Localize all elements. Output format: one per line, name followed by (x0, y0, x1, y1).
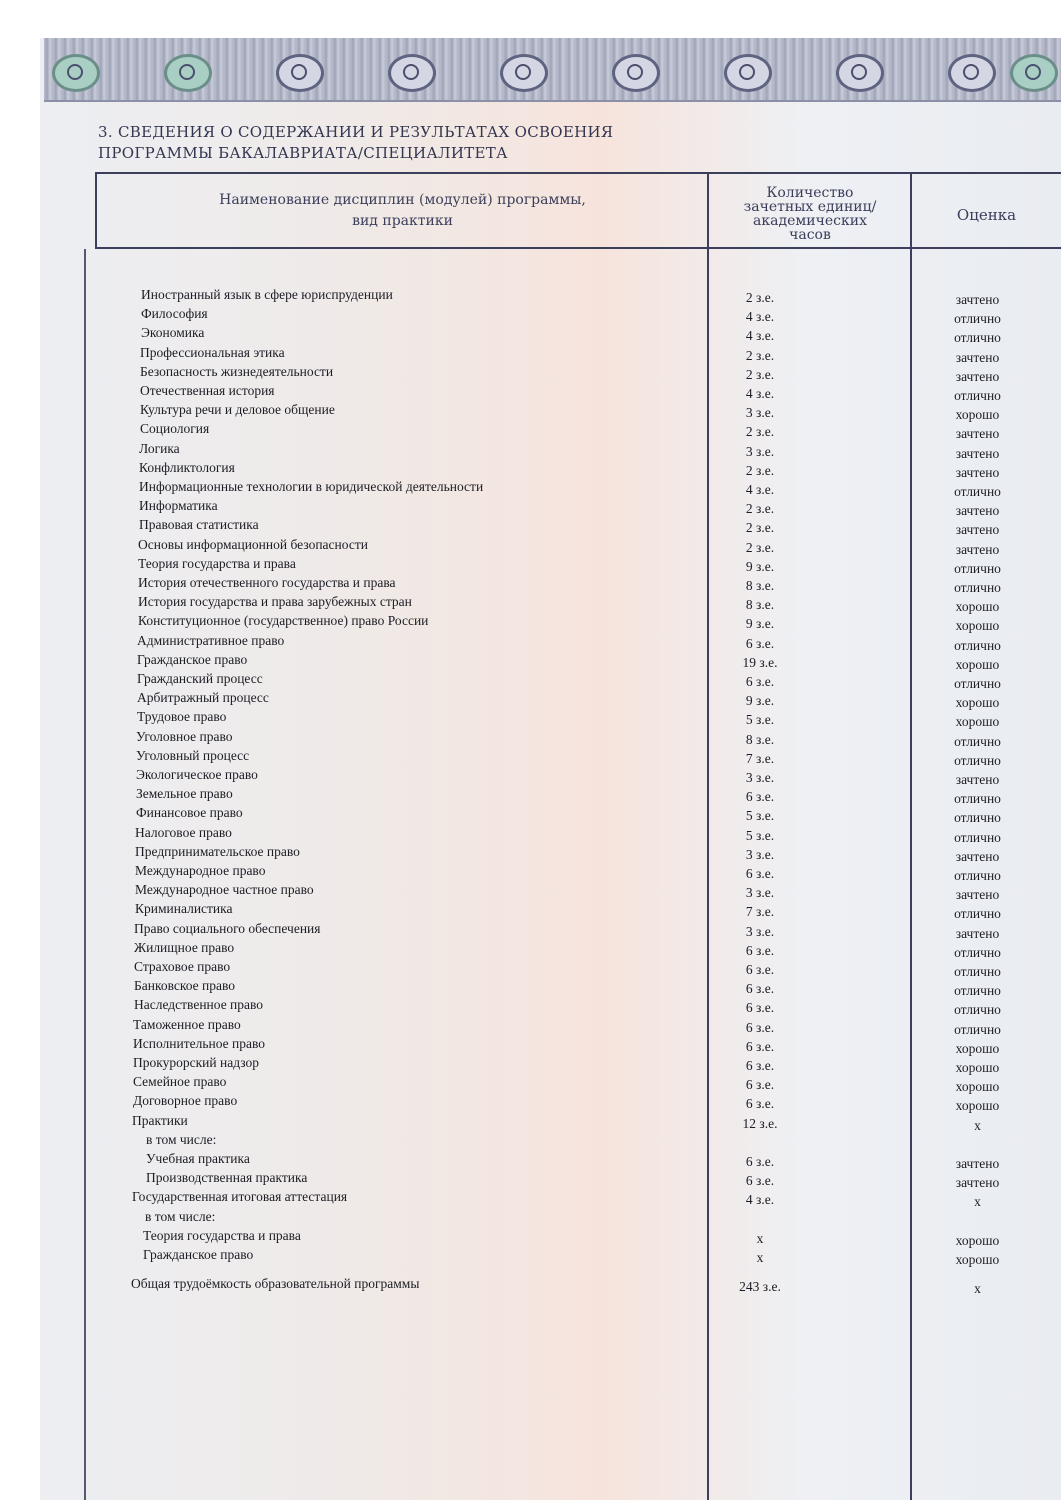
row-grade: отлично (954, 330, 1001, 346)
row-grade: отлично (954, 810, 1001, 826)
row-credits: 3 з.е. (745, 923, 775, 939)
row-grade: отлично (954, 752, 1001, 768)
row-discipline-name: Общая трудоёмкость образовательной программы (131, 1276, 420, 1292)
row-grade: хорошо (955, 1060, 1000, 1075)
row-grade: зачтено (955, 772, 1000, 787)
row-discipline-name: Теория государства и права (143, 1227, 301, 1243)
row-discipline-name: Земельное право (136, 786, 233, 802)
row-grade: хорошо (955, 1098, 1000, 1114)
row-credits: х (756, 1250, 764, 1265)
row-grade: зачтено (955, 522, 1000, 538)
header-credits-line4: часов (789, 227, 831, 243)
row-grade: зачтено (955, 445, 1000, 461)
row-grade: зачтено (955, 887, 1000, 903)
row-grade: хорошо (955, 1079, 1000, 1095)
header-grade: Оценка (956, 206, 1017, 224)
row-grade: зачтено (955, 368, 1000, 384)
row-credits: 3 з.е. (745, 846, 775, 862)
row-grade: отлично (954, 311, 1001, 327)
row-credits: 6 з.е. (745, 635, 775, 651)
row-grade: зачтено (955, 426, 1000, 442)
rosette-ornament-icon (612, 54, 660, 92)
row-credits: 8 з.е. (745, 578, 775, 593)
row-discipline-name: Арбитражный процесс (137, 690, 269, 706)
row-grade: отлично (954, 983, 1001, 999)
row-discipline-name: Международное частное право (135, 882, 314, 898)
row-discipline-name: Основы информационной безопасности (138, 536, 368, 552)
table-left-border-header (95, 172, 97, 249)
row-discipline-name: Отечественная история (140, 383, 275, 398)
column-divider-credits (707, 172, 709, 1500)
row-discipline-name: Международное право (135, 863, 266, 878)
row-discipline-name: Экологическое право (136, 767, 258, 782)
row-discipline-name: Исполнительное право (133, 1035, 266, 1051)
row-discipline-name: Прокурорский надзор (133, 1055, 259, 1070)
row-credits: 4 з.е. (745, 328, 775, 344)
row-grade: хорошо (955, 599, 1000, 615)
row-discipline-name: Производственная практика (146, 1170, 308, 1186)
row-discipline-name: Конституционное (государственное) право России (138, 613, 429, 629)
row-discipline-name: Криминалистика (135, 901, 233, 917)
row-grade: хорошо (955, 618, 1000, 634)
row-credits: 6 з.е. (745, 1000, 775, 1016)
row-credits: 2 з.е. (745, 462, 775, 478)
row-grade: отлично (954, 1021, 1001, 1037)
rosette-ornament-icon (388, 54, 436, 92)
row-grade: отлично (954, 637, 1001, 653)
row-grade: хорошо (955, 656, 1000, 672)
row-grade: отлично (954, 388, 1001, 403)
row-grade: зачтено (955, 292, 1000, 307)
row-discipline-name: Таможенное право (133, 1016, 241, 1032)
row-credits: 2 з.е. (745, 290, 775, 305)
row-discipline-name: Уголовный процесс (136, 747, 250, 763)
row-credits: 6 з.е. (745, 866, 775, 881)
row-discipline-name: Гражданское право (143, 1247, 254, 1262)
section-heading-line1: 3. СВЕДЕНИЯ О СОДЕРЖАНИИ И РЕЗУЛЬТАТАХ ОСВОЕНИЯ (98, 123, 614, 141)
rosette-ornament-icon (836, 54, 884, 92)
row-credits: 9 з.е. (745, 616, 775, 632)
row-discipline-name: Логика (139, 440, 180, 456)
row-discipline-name: Информационные технологии в юридической деятельности (139, 479, 484, 494)
row-discipline-name: Административное право (137, 632, 285, 648)
table-top-border (95, 172, 1061, 174)
row-grade: х (974, 1281, 981, 1297)
row-discipline-name: Банковское право (134, 978, 236, 994)
row-grade: отлично (954, 868, 1001, 883)
row-discipline-name: в том числе: (145, 1208, 216, 1224)
row-credits: 2 з.е. (745, 539, 775, 555)
row-credits: 6 з.е. (745, 789, 775, 805)
row-credits: 6 з.е. (745, 1038, 775, 1054)
table-left-border (84, 249, 86, 1500)
row-discipline-name: Информатика (139, 498, 218, 514)
row-discipline-name: Трудовое право (137, 709, 227, 725)
row-discipline-name: Учебная практика (146, 1151, 250, 1166)
row-grade: зачтено (955, 925, 1000, 941)
row-grade: хорошо (955, 407, 1000, 423)
row-credits: 3 з.е. (745, 885, 775, 901)
row-grade: отлично (954, 733, 1001, 749)
row-credits: 4 з.е. (745, 309, 775, 325)
rosette-ornament-icon (276, 54, 324, 92)
section-heading-line2: ПРОГРАММЫ БАКАЛАВРИАТА/СПЕЦИАЛИТЕТА (98, 144, 508, 162)
row-discipline-name: Теория государства и права (138, 555, 296, 571)
row-grade: отлично (954, 560, 1001, 576)
row-credits: 6 з.е. (745, 962, 775, 977)
row-credits: 6 з.е. (745, 1019, 775, 1035)
row-discipline-name: Предпринимательское право (135, 843, 300, 859)
row-discipline-name: Философия (141, 306, 208, 322)
row-discipline-name: Гражданский процесс (137, 671, 263, 686)
row-discipline-name: Жилищное право (134, 939, 235, 955)
row-grade: зачтено (955, 349, 1000, 365)
row-grade: отлично (954, 580, 1001, 595)
row-grade: хорошо (955, 1232, 1000, 1248)
rosette-ornament-icon (948, 54, 996, 92)
row-discipline-name: Наследственное право (134, 997, 264, 1013)
row-grade: хорошо (955, 1040, 1000, 1056)
row-credits: 7 з.е. (745, 750, 775, 766)
row-credits: 4 з.е. (745, 386, 775, 401)
row-credits: 243 з.е. (739, 1279, 781, 1295)
row-credits: 9 з.е. (745, 558, 775, 574)
row-credits: 2 з.е. (745, 501, 775, 517)
row-credits: 5 з.е. (745, 808, 775, 824)
row-discipline-name: Социология (140, 421, 210, 437)
row-discipline-name: Культура речи и деловое общение (140, 402, 335, 418)
row-discipline-name: Право социального обеспечения (134, 920, 321, 936)
row-grade: хорошо (955, 695, 1000, 711)
row-grade: отлично (954, 676, 1001, 691)
row-discipline-name: Безопасность жизнедеятельности (140, 363, 334, 379)
table-header-border (95, 247, 1061, 249)
row-credits: 8 з.е. (745, 597, 775, 613)
row-credits: 6 з.е. (745, 942, 775, 958)
header-credits-line2: зачетных единиц/ (743, 199, 877, 215)
row-grade: отлично (954, 1002, 1001, 1018)
row-discipline-name: История государства и права зарубежных стран (138, 594, 412, 610)
row-grade: зачтено (955, 464, 1000, 480)
header-credits-line1: Количество (766, 185, 854, 201)
row-credits: 6 з.е. (745, 674, 775, 689)
section-heading (98, 122, 613, 164)
row-credits: 8 з.е. (745, 731, 775, 747)
row-discipline-name: Договорное право (133, 1093, 238, 1109)
header-name-line2: вид практики (352, 213, 453, 229)
row-discipline-name: Практики (132, 1112, 188, 1128)
row-credits: х (756, 1230, 764, 1246)
row-discipline-name: Государственная итоговая аттестация (132, 1189, 348, 1205)
row-discipline-name: Конфликтология (139, 459, 235, 475)
row-grade: х (974, 1194, 981, 1210)
row-credits: 7 з.е. (745, 904, 775, 920)
row-discipline-name: Уголовное право (136, 728, 233, 744)
row-discipline-name: Гражданское право (137, 651, 248, 667)
row-discipline-name: Профессиональная этика (140, 344, 285, 360)
header-name-line1: Наименование дисциплин (модулей) программы, (219, 192, 586, 208)
row-credits: 3 з.е. (745, 443, 775, 459)
row-credits: 9 з.е. (745, 693, 775, 709)
row-credits: 2 з.е. (745, 366, 775, 382)
row-grade: х (974, 1117, 981, 1133)
row-credits: 3 з.е. (745, 770, 775, 785)
row-grade: зачтено (955, 1175, 1000, 1191)
row-credits: 12 з.е. (742, 1115, 778, 1131)
row-credits: 4 з.е. (745, 482, 775, 497)
row-credits: 6 з.е. (745, 1096, 775, 1112)
row-credits: 6 з.е. (745, 1154, 775, 1169)
row-discipline-name: Экономика (141, 325, 205, 341)
row-grade: отлично (954, 964, 1001, 979)
row-discipline-name: Иностранный язык в сфере юриспруденции (141, 287, 393, 302)
row-discipline-name: в том числе: (146, 1131, 217, 1147)
security-pattern-band (44, 38, 1061, 102)
row-grade: отлично (954, 829, 1001, 845)
row-grade: отлично (954, 484, 1001, 499)
row-grade: зачтено (955, 848, 1000, 864)
row-grade: зачтено (955, 541, 1000, 557)
rosette-ornament-icon (52, 54, 100, 92)
row-credits: 6 з.е. (745, 1058, 775, 1073)
row-credits: 6 з.е. (745, 981, 775, 997)
rosette-ornament-icon (500, 54, 548, 92)
row-credits: 2 з.е. (745, 424, 775, 440)
rosette-ornament-icon (724, 54, 772, 92)
row-credits: 2 з.е. (745, 520, 775, 536)
column-divider-grade (910, 172, 912, 1500)
row-discipline-name: Финансовое право (136, 805, 243, 821)
row-credits: 5 з.е. (745, 712, 775, 728)
header-credits (710, 186, 910, 242)
row-grade: отлично (954, 906, 1001, 922)
row-discipline-name: Семейное право (133, 1074, 227, 1090)
row-credits: 6 з.е. (745, 1173, 775, 1189)
row-credits: 19 з.е. (742, 654, 778, 670)
row-credits: 5 з.е. (745, 827, 775, 843)
header-credits-line3: академических (753, 213, 867, 229)
row-grade: хорошо (955, 714, 1000, 730)
row-discipline-name: Страховое право (134, 959, 231, 974)
row-grade: отлично (954, 791, 1001, 807)
rosette-ornament-icon (1010, 54, 1058, 92)
row-discipline-name: Правовая статистика (139, 517, 259, 533)
row-credits: 3 з.е. (745, 405, 775, 421)
header-discipline-name (120, 193, 685, 228)
row-discipline-name: Налоговое право (135, 824, 232, 840)
rosette-ornament-icon (164, 54, 212, 92)
row-credits: 2 з.е. (745, 347, 775, 363)
row-grade: зачтено (955, 1156, 1000, 1171)
row-grade: хорошо (955, 1252, 1000, 1267)
row-grade: отлично (954, 944, 1001, 960)
row-grade: зачтено (955, 503, 1000, 519)
row-credits: 4 з.е. (745, 1192, 775, 1208)
row-discipline-name: История отечественного государства и права (138, 575, 396, 590)
row-credits: 6 з.е. (745, 1077, 775, 1093)
